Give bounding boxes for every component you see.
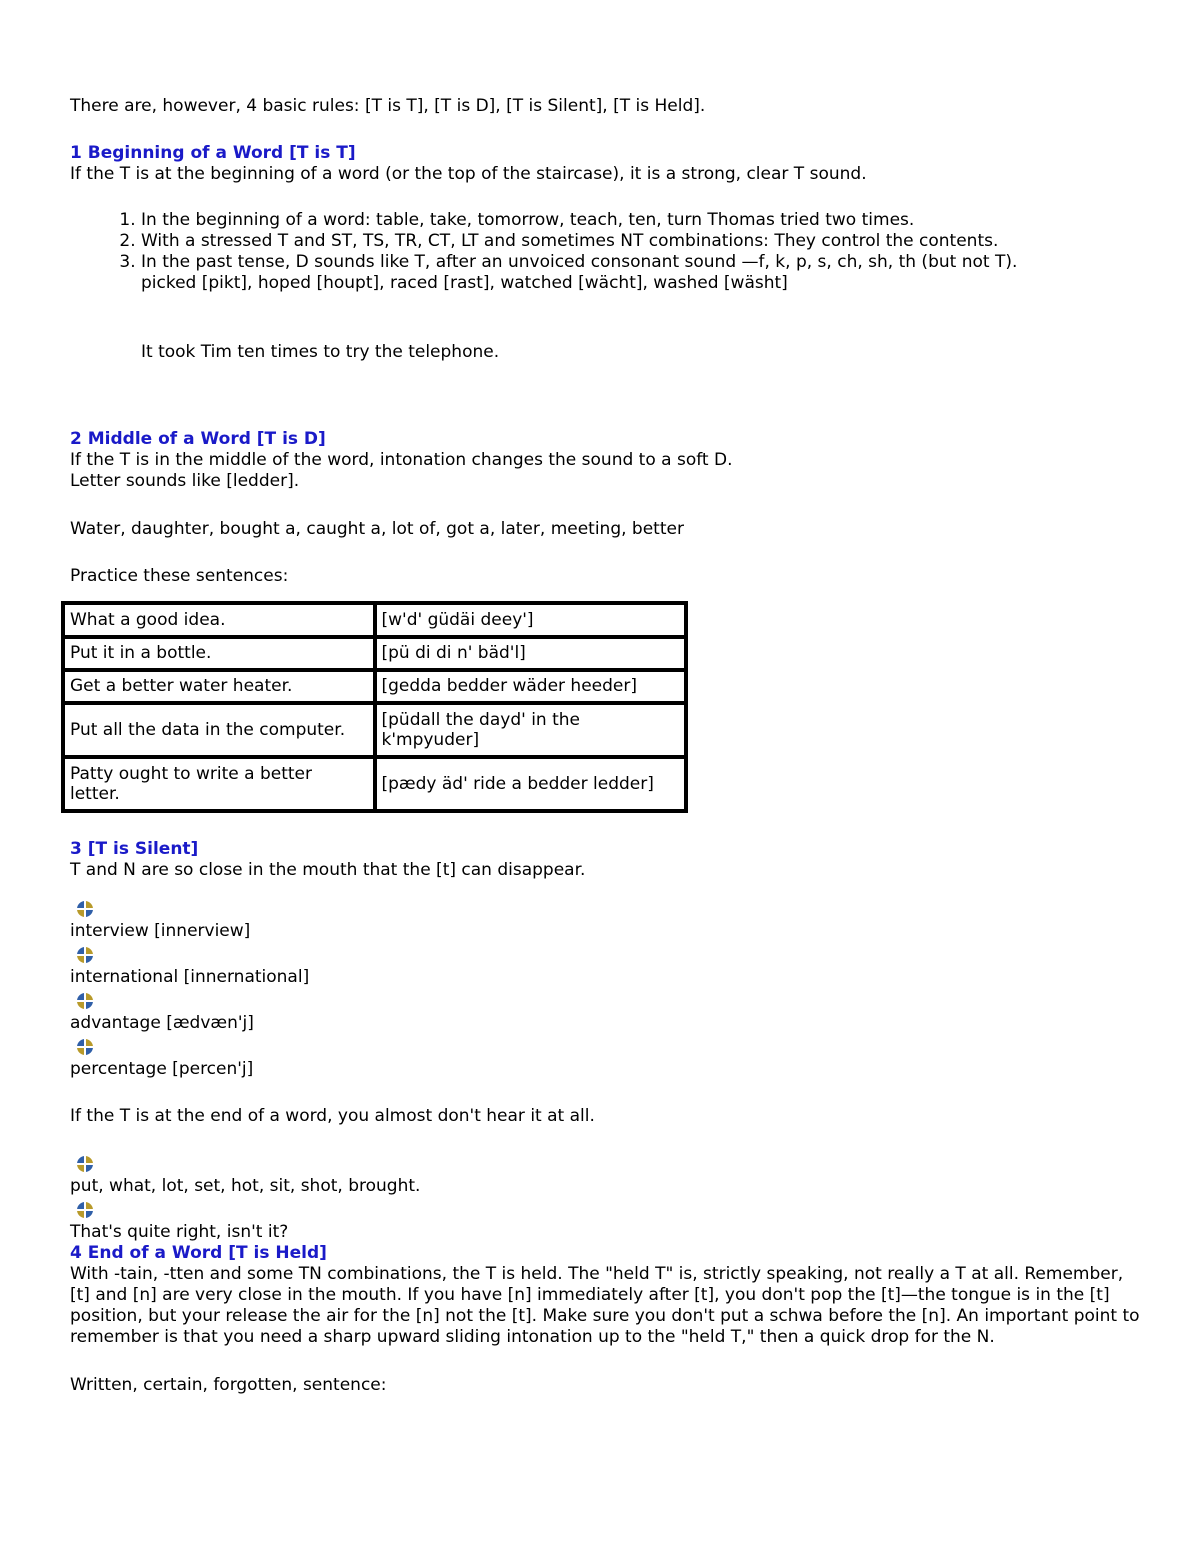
table-cell: [pædy äd' ride a bedder ledder] [375, 757, 687, 811]
audio-word: international [innernational] [70, 967, 310, 987]
audio-word: That's quite right, isn't it? [70, 1222, 289, 1242]
section3-desc: T and N are so close in the mouth that the [t] can disappear. [70, 860, 586, 880]
section3-heading: 3 [T is Silent] [70, 839, 199, 859]
table-row [63, 757, 686, 811]
table-row [63, 670, 686, 703]
section1-desc: If the T is at the beginning of a word (or the top of the staircase), it is a strong, clear T sound. [70, 164, 867, 184]
audio-play-icon[interactable] [76, 992, 94, 1010]
section4-heading: 4 End of a Word [T is Held] [70, 1243, 327, 1263]
section1-heading: 1 Beginning of a Word [T is T] [70, 143, 356, 163]
audio-item [70, 992, 1140, 1034]
list-item: 2. With a stressed T and ST, TS, TR, CT, LT and sometimes NT combinations: They control the contents. [141, 231, 1140, 252]
table-row [63, 703, 686, 757]
audio-play-icon[interactable] [76, 900, 94, 918]
audio-play-icon[interactable] [76, 1038, 94, 1056]
audio-play-icon[interactable] [76, 946, 94, 964]
audio-item [70, 1038, 1140, 1080]
intro-text: There are, however, 4 basic rules: [T is T], [T is D], [T is Silent], [T is Held]. [70, 96, 706, 116]
practice-label: Practice these sentences: [70, 566, 289, 586]
list-item-text: In the past tense, D sounds like T, after an unvoiced consonant sound —f, k, p, s, ch, sh, th (but not T). [141, 252, 1018, 272]
section4-desc: With -tain, -tten and some TN combinations, the T is held. The "held T" is, strictly speaking, not really a T at all. Remember, [t] and [n] are very close in the mouth. If you have [n] immediately after [t], you don't pop the [t]—the tongue is in the [t] position, but your release the air for the [n] not the [t]. Make sure you don't put a schwa before the [n]. An important point to remember is that you need a sharp upward sliding intonation up to the "held T," then a quick drop for the N. [70, 1264, 1140, 1347]
audio-play-icon[interactable] [76, 1201, 94, 1219]
audio-play-icon[interactable] [76, 1155, 94, 1173]
audio-word: interview [innerview] [70, 921, 251, 941]
audio-item [70, 900, 1140, 942]
audio-word: percentage [percen'j] [70, 1059, 254, 1079]
list-item: 1. In the beginning of a word: table, take, tomorrow, teach, ten, turn Thomas tried two times. [141, 210, 1140, 231]
audio-word: put, what, lot, set, hot, sit, shot, brought. [70, 1176, 421, 1196]
practice-table [61, 601, 688, 813]
section1-list [70, 210, 1140, 294]
table-cell: Put all the data in the computer. [63, 703, 375, 757]
table-row [63, 637, 686, 670]
section4-words: Written, certain, forgotten, sentence: [70, 1375, 387, 1395]
section2-words: Water, daughter, bought a, caught a, lot of, got a, later, meeting, better [70, 519, 684, 539]
audio-item [70, 1155, 1140, 1197]
section2-heading: 2 Middle of a Word [T is D] [70, 429, 326, 449]
table-cell: Patty ought to write a better letter. [63, 757, 375, 811]
section2-desc: If the T is in the middle of the word, intonation changes the sound to a soft D. [70, 450, 733, 470]
table-row [63, 603, 686, 637]
list-item-continuation: picked [pikt], hoped [houpt], raced [rast], watched [wächt], washed [wäsht] [141, 273, 788, 293]
audio-item [70, 946, 1140, 988]
table-cell: Get a better water heater. [63, 670, 375, 703]
audio-word: advantage [ædvæn'j] [70, 1013, 254, 1033]
table-cell: [w'd' güdäi deey'] [375, 603, 687, 637]
table-cell: [gedda bedder wäder heeder] [375, 670, 687, 703]
section3-end-desc: If the T is at the end of a word, you almost don't hear it at all. [70, 1106, 595, 1126]
table-cell: [pü di di n' bäd'l] [375, 637, 687, 670]
table-cell: What a good idea. [63, 603, 375, 637]
section2-desc-2: Letter sounds like [ledder]. [70, 471, 300, 491]
section1-example: It took Tim ten times to try the telephone. [141, 342, 500, 362]
audio-item [70, 1201, 1140, 1243]
table-cell: [püdall the dayd' in the k'mpyuder] [375, 703, 687, 757]
table-cell: Put it in a bottle. [63, 637, 375, 670]
document-page [70, 96, 1140, 1396]
list-item [141, 252, 1140, 294]
